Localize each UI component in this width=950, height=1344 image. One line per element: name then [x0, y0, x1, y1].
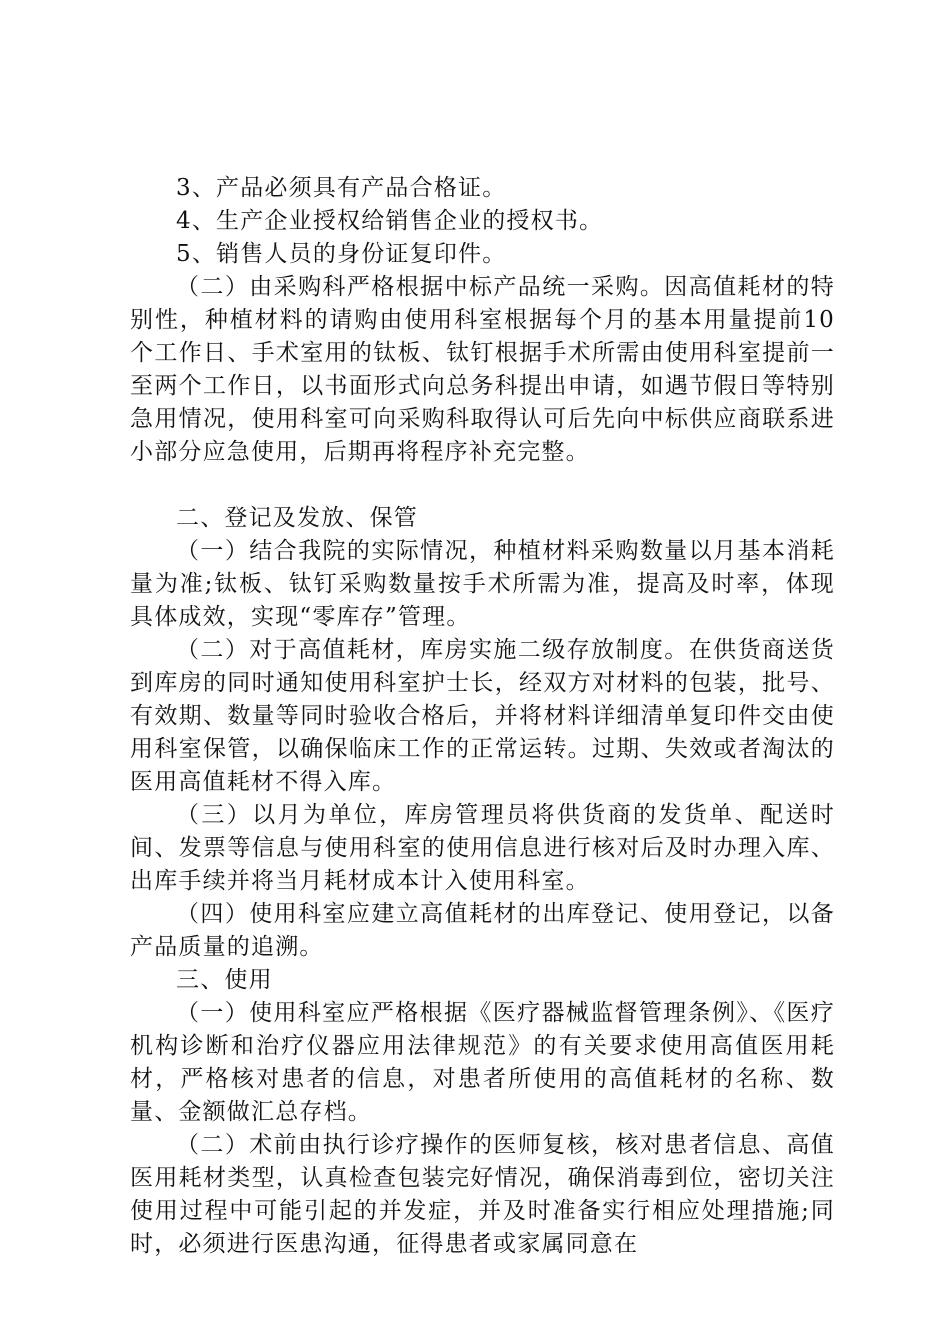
document-body [130, 172, 835, 1261]
section-heading-registration: 二、登记及发放、保管 [176, 505, 418, 531]
paragraph-usage-2: （二）术前由执行诊疗操作的医师复核，核对患者信息、高值医用耗材类型，认真检查包装完好情况，确保消毒到位，密切关注使用过程中可能引起的并发症，并及时准备实行相应处理措施;同时，必须进行医患沟通，征得患者或家属同意在 [130, 1132, 835, 1257]
paragraph-requirement-4: 4、生产企业授权给销售企业的授权书。 [176, 208, 604, 234]
paragraph-procurement: （二）由采购科严格根据中标产品统一采购。因高值耗材的特别性，种植材料的请购由使用科室根据每个月的基本用量提前10个工作日、手术室用的钛板、钛钉根据手术所需由使用科室提前一至两个工作日，以书面形式向总务科提出申请，如遇节假日等特别急用情况，使用科室可向采购科取得认可后先向中标供应商联系进小部分应急使用，后期再将程序补充完整。 [130, 274, 835, 465]
paragraph-requirement-5: 5、销售人员的身份证复印件。 [176, 241, 507, 267]
paragraph-registration-3: （三）以月为单位，库房管理员将供货商的发货单、配送时间、发票等信息与使用科室的使用信息进行核对后及时办理入库、出库手续并将当月耗材成本计入使用科室。 [130, 802, 835, 894]
paragraph-registration-4: （四）使用科室应建立高值耗材的出库登记、使用登记，以备产品质量的追溯。 [130, 901, 835, 960]
paragraph-requirement-3: 3、产品必须具有产品合格证。 [176, 175, 507, 201]
paragraph-usage-1: （一）使用科室应严格根据《医疗器械监督管理条例》、《医疗机构诊断和治疗仪器应用法律规范》的有关要求使用高值医用耗材，严格核对患者的信息，对患者所使用的高值耗材的名称、数量、金额做汇总存档。 [130, 1000, 835, 1125]
paragraph-registration-2: （二）对于高值耗材，库房实施二级存放制度。在供货商送货到库房的同时通知使用科室护士长，经双方对材料的包装，批号、有效期、数量等同时验收合格后，并将材料详细清单复印件交由使用科室保管，以确保临床工作的正常运转。过期、失效或者淘汰的医用高值耗材不得入库。 [130, 637, 835, 795]
section-heading-usage: 三、使用 [176, 967, 273, 993]
paragraph-registration-1: （一）结合我院的实际情况，种植材料采购数量以月基本消耗量为准;钛板、钛钉采购数量按手术所需为准，提高及时率，体现具体成效，实现“零库存”管理。 [130, 538, 835, 630]
